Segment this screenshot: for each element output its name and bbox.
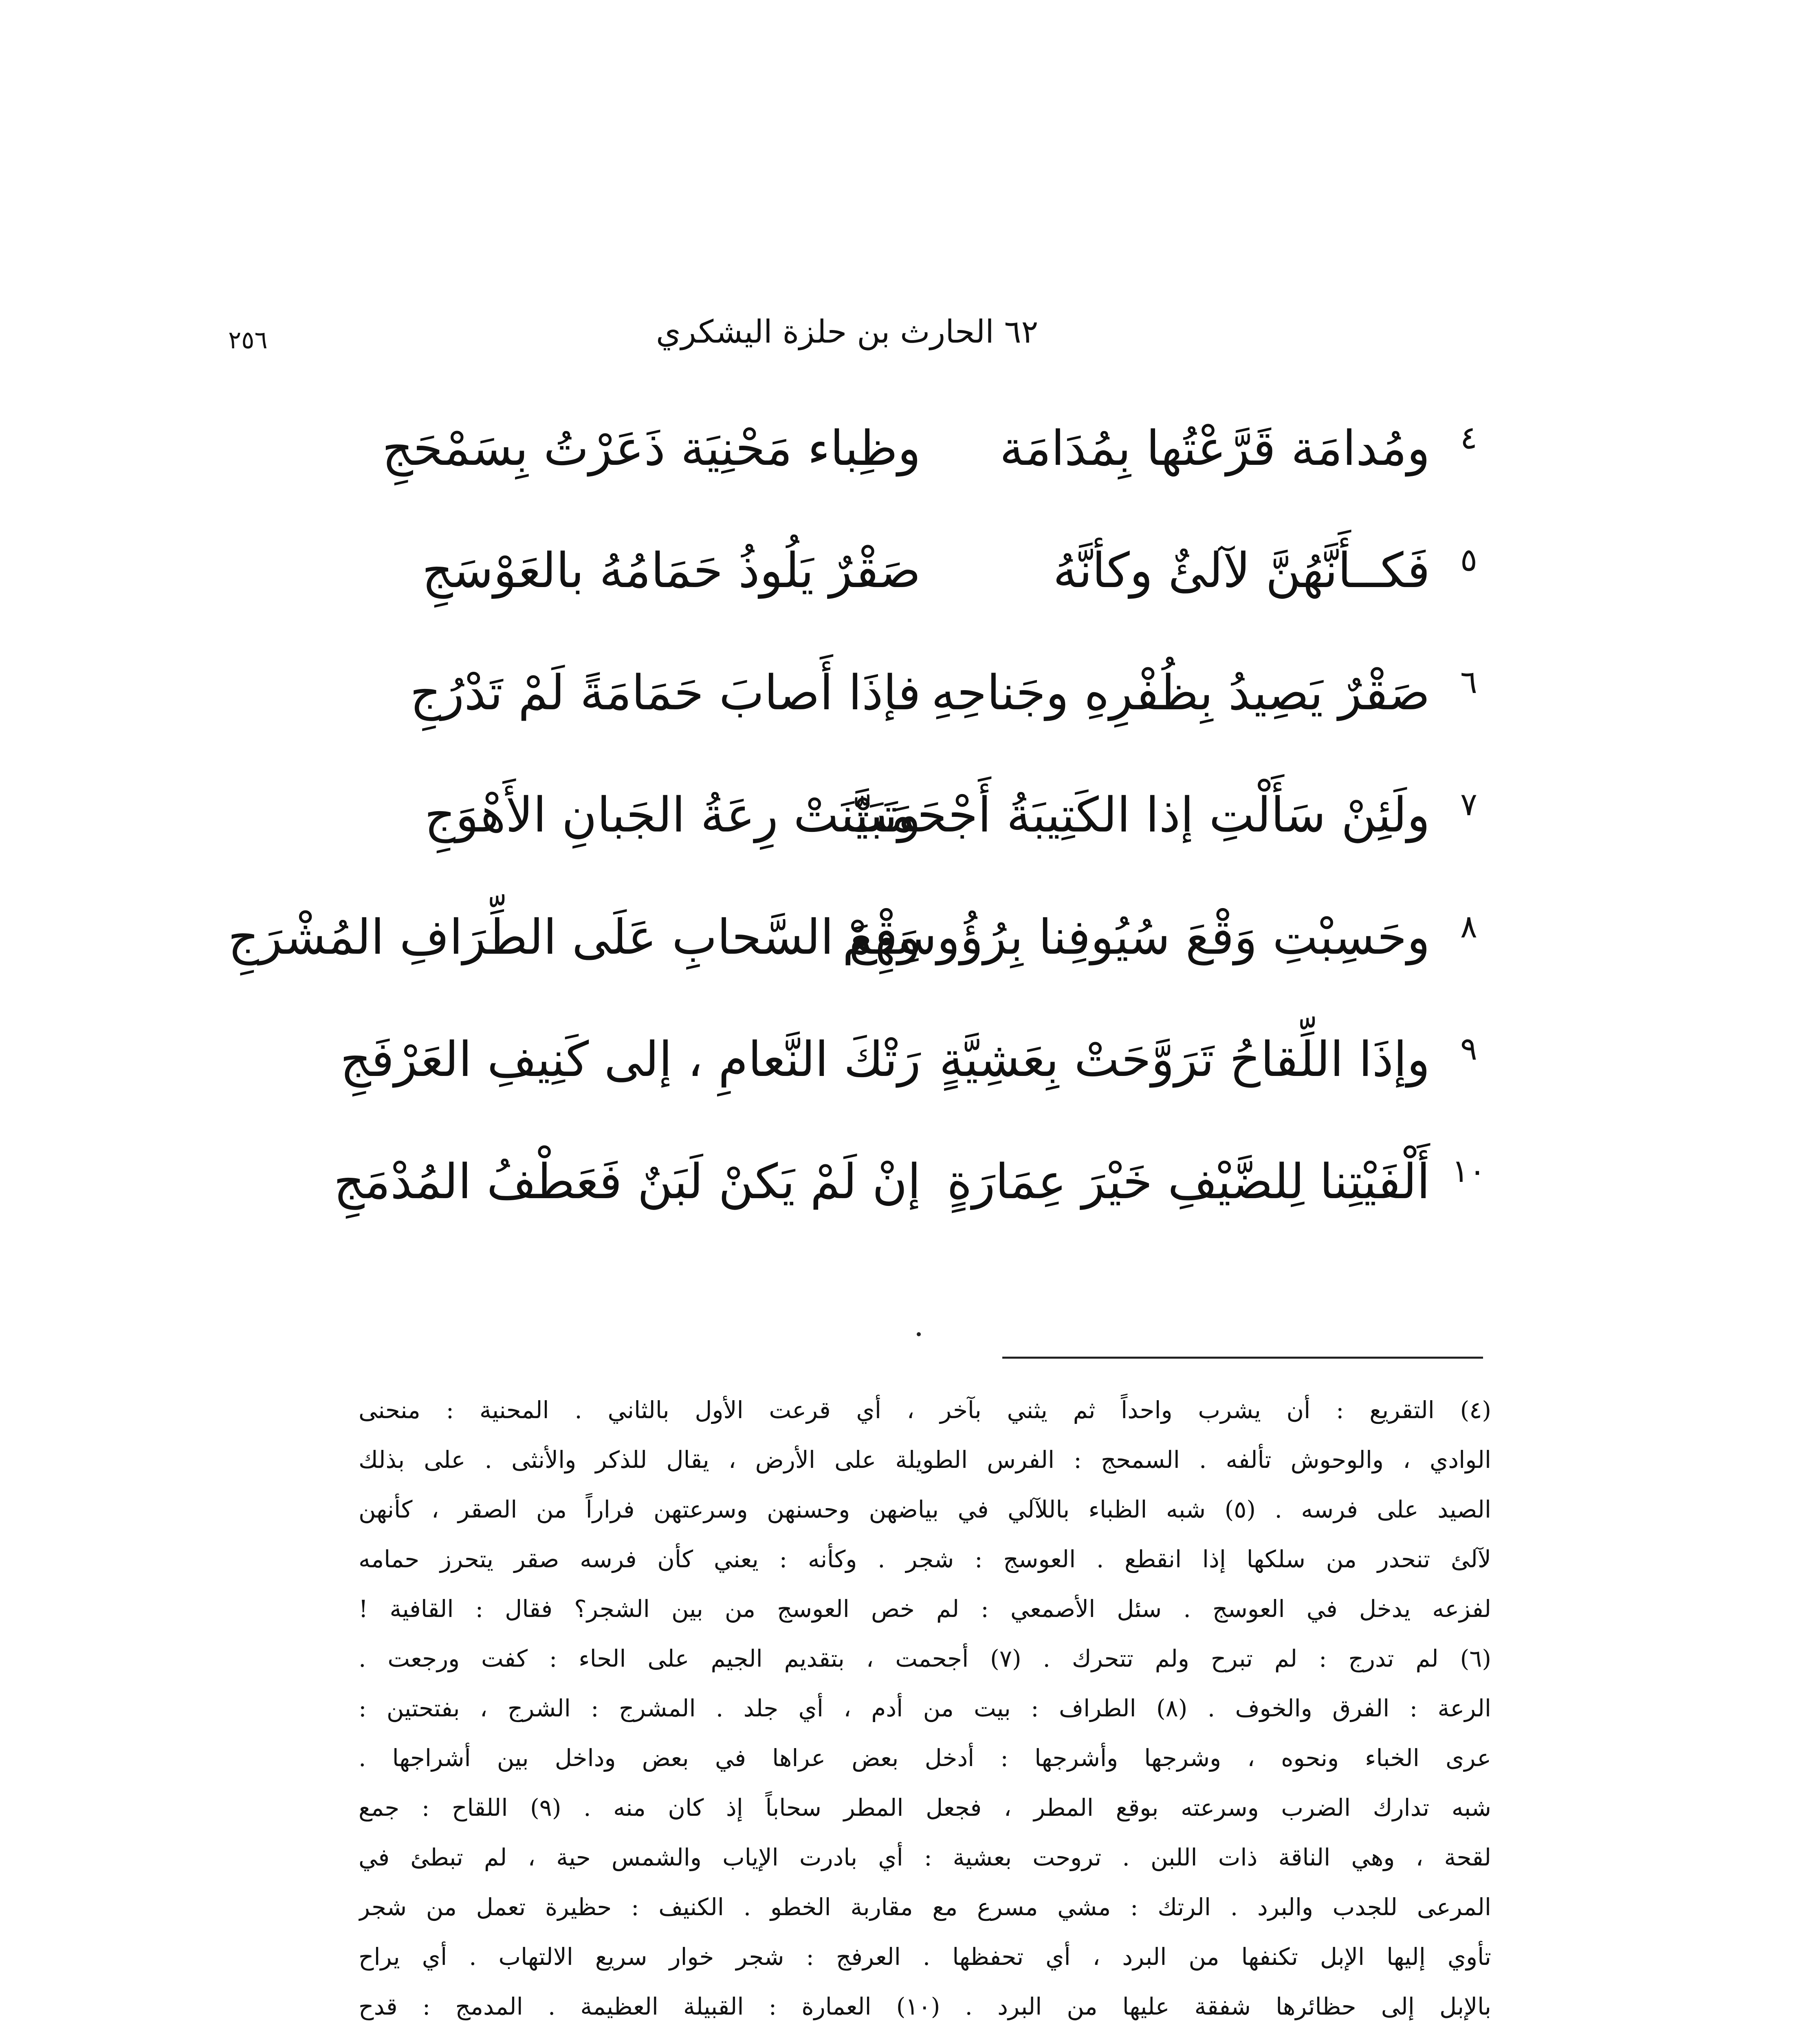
verse-number: ١٠ — [1452, 1153, 1486, 1190]
verse-second-hemistich: فإذَا أَصابَ حَمَامَةً لَمْ تَدْرُجِ — [410, 664, 921, 721]
footnote-separator — [1002, 1357, 1483, 1359]
verse — [367, 636, 1491, 758]
footnote-line: بالإبل إلى حظائرها شفقة عليها من البرد . (١٠) العمارة : القبيلة العظيمة . المدمج : قدح — [359, 1993, 1491, 2020]
footnote-line: شبه تدارك الضرب وسرعته بوقع المطر ، فجعل المطر سحاباً إذ كان منه . (٩) اللقاح : جمع — [359, 1794, 1491, 1821]
footnote-line: عرى الخباء ونحوه ، وشرجها وأشرجها : أدخل بعض عراها في بعض وداخل بين أشراجها . — [359, 1744, 1491, 1772]
footnote-line: تأوي إليها الإبل تكنفها من البرد ، أي تحفظها . العرفج : شجر خوار سريع الالتهاب . أي يراح — [359, 1943, 1491, 1971]
stray-dot — [917, 1332, 921, 1336]
verse-number: ٨ — [1460, 909, 1477, 945]
verse-first-hemistich: أَلْفَيْتِنا لِلضَّيْفِ خَيْرَ عِمَارَةٍ — [947, 1153, 1430, 1210]
footnote-line: الصيد على فرسه . (٥) شبه الظباء باللآلي في بياضهن وحسنهن وسرعتهن فراراً من الصقر ، كأنهن — [359, 1496, 1491, 1523]
verse-first-hemistich: وإذَا اللِّقاحُ تَرَوَّحَتْ بِعَشِيَّةٍ — [939, 1031, 1430, 1087]
verse — [367, 391, 1491, 513]
footnote-line: الوادي ، والوحوش تألفه . السمحج : الفرس الطويلة على الأرض ، يقال للذكر والأنثى . على بذلك — [359, 1446, 1491, 1474]
verse-number: ٦ — [1460, 664, 1477, 701]
verse-first-hemistich: صَقْرٌ يَصِيدُ بِظُفْرِهِ وجَناحِهِ — [931, 664, 1430, 721]
footnote-line: لفزعه يدخل في العوسج . سئل الأصمعي : لم خص العوسج من بين الشجر؟ فقال : القافية ! — [359, 1595, 1491, 1623]
verse — [340, 1002, 1491, 1124]
verse-first-hemistich: وحَسِبْتِ وَقْعَ سُيُوفِنا بِرُؤُوسِهِمْ — [842, 909, 1430, 965]
footnote-line: (٤) التقريع : أن يشرب واحداً ثم يثني بآخر ، أي قرعت الأول بالثاني . المحنية : منحنى — [359, 1396, 1491, 1424]
verse — [367, 513, 1491, 636]
footnote-line: لقحة ، وهي الناقة ذات اللبن . تروحت بعشية : أي بادرت الإياب والشمس حية ، لم تبطئ في — [359, 1843, 1491, 1871]
verse — [367, 758, 1491, 880]
footnotes — [359, 1385, 1491, 2037]
verse-first-hemistich: ومُدامَة قَرَّعْتُها بِمُدَامَة — [999, 420, 1430, 476]
verse-second-hemistich: إنْ لَمْ يَكنْ لَبَنٌ فَعَطْفُ المُدْمَجِ — [333, 1153, 921, 1210]
verse-first-hemistich: ولَئِنْ سَأَلْتِ إذا الكَتِيبَةُ أَجْحَمَتْ — [842, 787, 1430, 843]
verse — [333, 1124, 1491, 1247]
verse-second-hemistich: وَقْعَ السَّحابِ عَلَى الطِّرَافِ المُشْرَجِ — [228, 909, 921, 965]
verse-second-hemistich: رَتْكَ النَّعامِ ، إلى كَنِيفِ العَرْفَجِ — [340, 1031, 921, 1087]
footnote-line: لآلئ تنحدر من سلكها إذا انقطع . العوسج : شجر . وكأنه : يعني كأن فرسه صقر يتحرز حمامه — [359, 1545, 1491, 1573]
verse-number: ٩ — [1460, 1031, 1477, 1067]
page-header — [228, 314, 1450, 371]
footnote-line: (٦) لم تدرج : لم تبرح ولم تتحرك . (٧) أجحمت ، بتقديم الجيم على الحاء : كفت ورجعت . — [359, 1645, 1491, 1672]
verse-number: ٤ — [1460, 420, 1477, 456]
verse-number: ٥ — [1460, 542, 1477, 579]
page-number: ٢٥٦ — [228, 326, 268, 354]
verse — [228, 880, 1491, 1002]
poem — [228, 391, 1491, 1263]
footnote-line: الرعة : الفرق والخوف . (٨) الطراف : بيت من أدم ، أي جلد . المشرج : الشرج ، بفتحتين : — [359, 1694, 1491, 1722]
verse-first-hemistich: فَكــأَنَّهُنَّ لآلئٌ وكأنَّهُ — [1053, 542, 1430, 598]
running-title: ٦٢ الحارث بن حلزة اليشكري — [656, 314, 1039, 350]
footnote-line: المرعى للجدب والبرد . الرتك : مشي مسرع مع مقاربة الخطو . الكنيف : حظيرة تعمل من شجر — [359, 1893, 1491, 1921]
verse-second-hemistich: وظِباء مَحْنِيَة ذَعَرْتُ بِسَمْحَجِ — [382, 420, 921, 476]
verse-second-hemistich: صَقْرٌ يَلُوذُ حَمَامُهُ بالعَوْسَجِ — [422, 542, 921, 598]
footnote-line — [359, 2031, 1491, 2037]
verse-second-hemistich: وتَبَيَّنَتْ رِعَةُ الجَبانِ الأَهْوَجِ — [424, 787, 921, 843]
verse-number: ٧ — [1460, 786, 1477, 823]
